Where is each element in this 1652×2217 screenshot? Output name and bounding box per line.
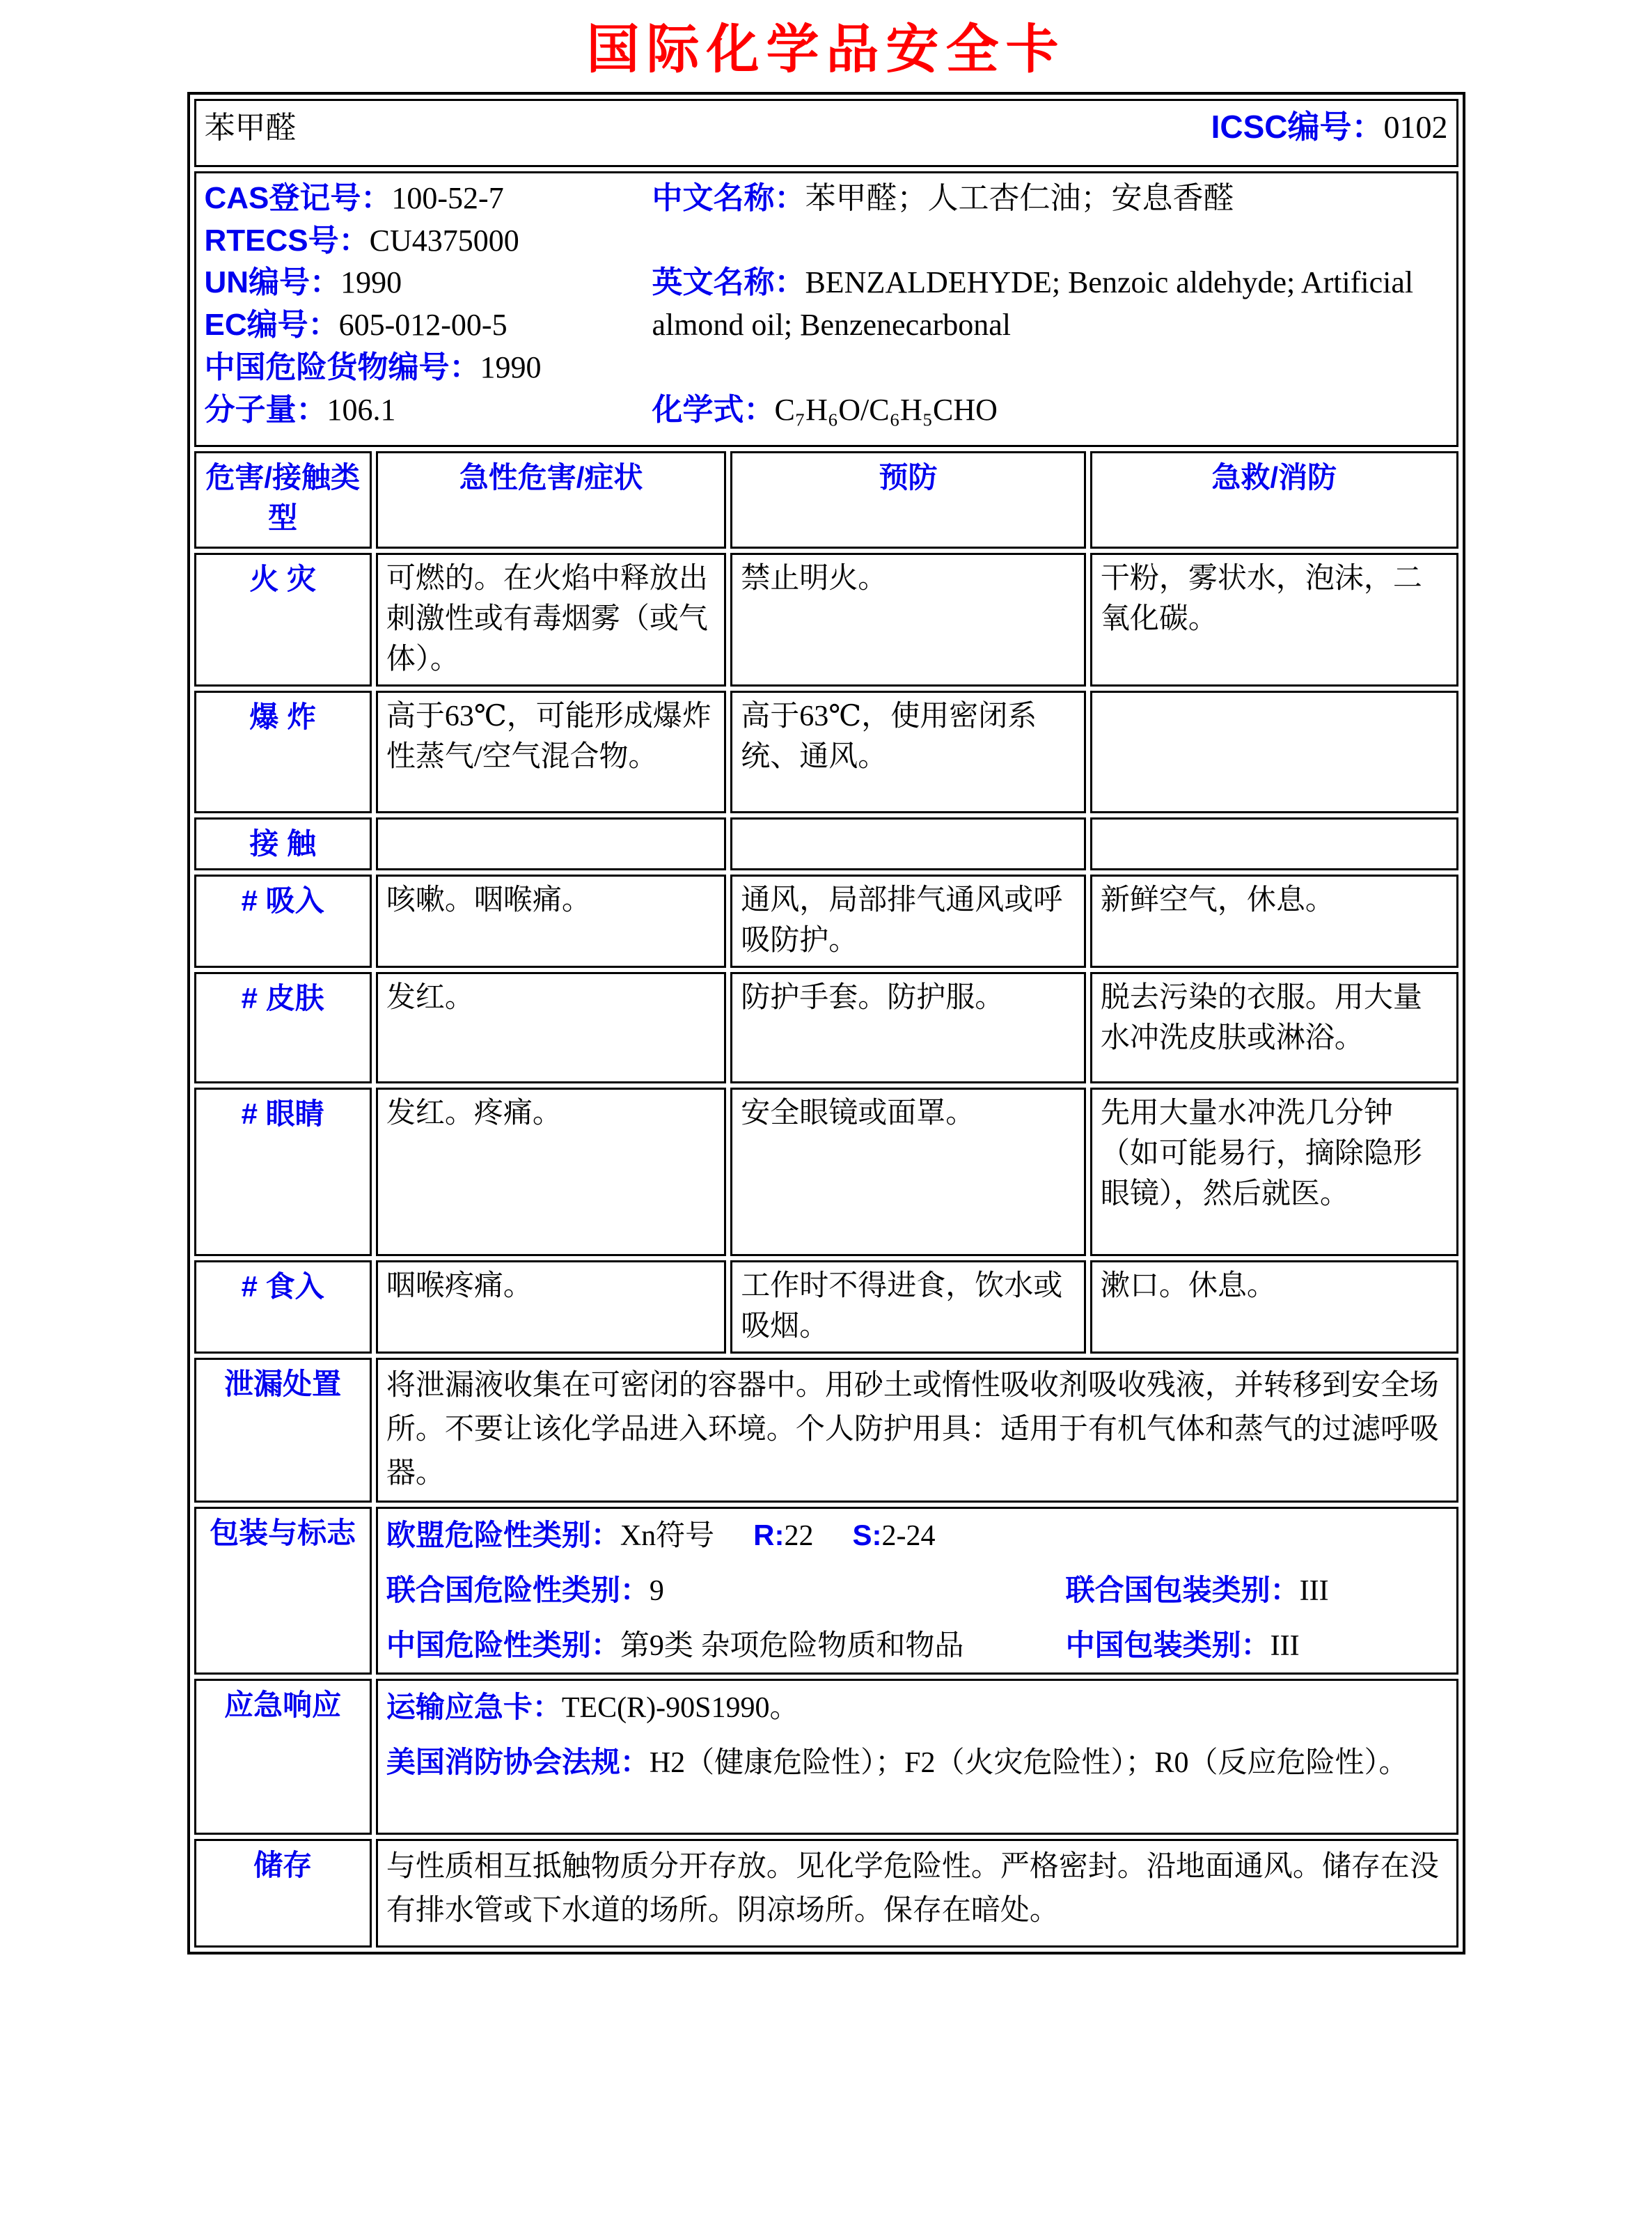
eyes-label: # 眼睛 (194, 1088, 372, 1256)
packaging-label: 包装与标志 (194, 1507, 372, 1675)
fire-symptoms: 可燃的。在火焰中释放出刺激性或有毒烟雾（或气体）。 (376, 553, 726, 687)
english-name: 英文名称：BENZALDEHYDE; Benzoic aldehyde; Artificial almond oil; Benzenecarbonal (652, 265, 1414, 343)
cn-class-line (386, 1623, 1448, 1668)
identification-row (194, 171, 1458, 447)
icsc-card (187, 92, 1465, 1954)
header-prevention: 预防 (730, 451, 1086, 549)
cn-packing-group: 中国包装类别：III (1065, 1628, 1300, 1662)
chemical-formula: 化学式：C₇H₆O/C₆H₅CHO (652, 392, 998, 427)
ec-number: EC编号：605-012-00-5 (204, 308, 508, 343)
un-hazard-class: 联合国危险性类别：9 (386, 1573, 664, 1607)
inhalation-label: # 吸入 (194, 875, 372, 968)
storage-label: 储存 (194, 1839, 372, 1948)
emergency-row (194, 1679, 1458, 1835)
contact-prevention (730, 817, 1086, 870)
contact-response (1090, 817, 1458, 870)
ingestion-response: 漱口。休息。 (1090, 1260, 1458, 1354)
cas-number: CAS登记号：100-52-7 (204, 181, 504, 215)
emergency-label: 应急响应 (194, 1679, 372, 1835)
packaging-row (194, 1507, 1458, 1675)
identification-names (652, 178, 1447, 431)
spill-text-cell (376, 1358, 1458, 1503)
skin-label: # 皮肤 (194, 972, 372, 1083)
un-number: UN编号：1990 (204, 265, 402, 300)
name-row (194, 99, 1458, 167)
skin-prevention: 防护手套。防护服。 (730, 972, 1086, 1083)
cn-hazard-class: 中国危险性类别：第9类 杂项危险物质和物品 (386, 1628, 964, 1662)
identification-codes (205, 178, 652, 431)
ingestion-label: # 食入 (194, 1260, 372, 1354)
explosion-response (1090, 691, 1458, 813)
rtecs-number: RTECS号：CU4375000 (204, 223, 519, 258)
inhalation-row (194, 875, 1458, 968)
skin-response: 脱去污染的衣服。用大量水冲洗皮肤或淋浴。 (1090, 972, 1458, 1083)
fire-response: 干粉，雾状水，泡沫，二氧化碳。 (1090, 553, 1458, 687)
explosion-symptoms: 高于63℃，可能形成爆炸性蒸气/空气混合物。 (376, 691, 726, 813)
header-response: 急救/消防 (1090, 451, 1458, 549)
icsc-label: ICSC编号： (1211, 109, 1384, 145)
storage-row (194, 1839, 1458, 1948)
skin-row (194, 972, 1458, 1083)
eu-hazard-class-line: 欧盟危险性类别：Xn符号 R:22 S:2-24 (386, 1518, 936, 1552)
contact-label: 接 触 (194, 817, 372, 870)
skin-symptoms: 发红。 (376, 972, 726, 1083)
icsc-value: 0102 (1383, 109, 1448, 145)
substance-name: 苯甲醛 (204, 111, 297, 145)
fire-row (194, 553, 1458, 687)
inhalation-symptoms: 咳嗽。咽喉痛。 (376, 875, 726, 968)
spill-label: 泄漏处置 (194, 1358, 372, 1503)
explosion-label: 爆 炸 (194, 691, 372, 813)
ingestion-prevention: 工作时不得进食，饮水或吸烟。 (730, 1260, 1086, 1354)
inhalation-prevention: 通风，局部排气通风或呼吸防护。 (730, 875, 1086, 968)
contact-row (194, 817, 1458, 870)
un-packing-group: 联合国包装类别：III (1065, 1573, 1329, 1607)
transport-emergency-card: 运输应急卡：TEC(R)-90S1990。 (386, 1690, 799, 1724)
fire-prevention: 禁止明火。 (730, 553, 1086, 687)
eyes-response: 先用大量水冲洗几分钟（如可能易行，摘除隐形眼镜），然后就医。 (1090, 1088, 1458, 1256)
emergency-text-cell (376, 1679, 1458, 1835)
page-title: 国际化学品安全卡 (586, 20, 1066, 79)
contact-symptoms (376, 817, 726, 870)
storage-text: 与性质相互抵触物质分开存放。见化学危险性。严格密封。沿地面通风。储存在没有排水管或下水道的场所。阴凉场所。保存在暗处。 (386, 1850, 1439, 1927)
molecular-weight: 分子量：106.1 (204, 392, 396, 427)
un-class-line (386, 1568, 1448, 1613)
packaging-text-cell (376, 1507, 1458, 1675)
storage-text-cell (376, 1839, 1458, 1948)
nfpa-code: 美国消防协会法规：H2（健康危险性）；F2（火灾危险性）；R0（反应危险性）。 (386, 1745, 1408, 1779)
eyes-symptoms: 发红。疼痛。 (376, 1088, 726, 1256)
header-symptoms: 急性危害/症状 (376, 451, 726, 549)
eyes-row (194, 1088, 1458, 1256)
explosion-row (194, 691, 1458, 813)
hazard-header-row (194, 451, 1458, 549)
identification-cell (194, 171, 1458, 447)
ingestion-symptoms: 咽喉疼痛。 (376, 1260, 726, 1354)
chinese-name: 中文名称：苯甲醛；人工杏仁油；安息香醛 (652, 181, 1234, 215)
explosion-prevention: 高于63℃，使用密闭系统、通风。 (730, 691, 1086, 813)
icsc-number (1211, 105, 1448, 149)
ingestion-row (194, 1260, 1458, 1354)
spill-row (194, 1358, 1458, 1503)
spill-text: 将泄漏液收集在可密闭的容器中。用砂土或惰性吸收剂吸收残液，并转移到安全场所。不要让该化学品进入环境。个人防护用具：适用于有机气体和蒸气的过滤呼吸器。 (386, 1369, 1439, 1489)
fire-label: 火 灾 (194, 553, 372, 687)
china-dangerous-goods-number: 中国危险货物编号：1990 (204, 350, 542, 384)
eyes-prevention: 安全眼镜或面罩。 (730, 1088, 1086, 1256)
name-cell (194, 99, 1458, 167)
inhalation-response: 新鲜空气，休息。 (1090, 875, 1458, 968)
header-hazard-type: 危害/接触类型 (194, 451, 372, 549)
